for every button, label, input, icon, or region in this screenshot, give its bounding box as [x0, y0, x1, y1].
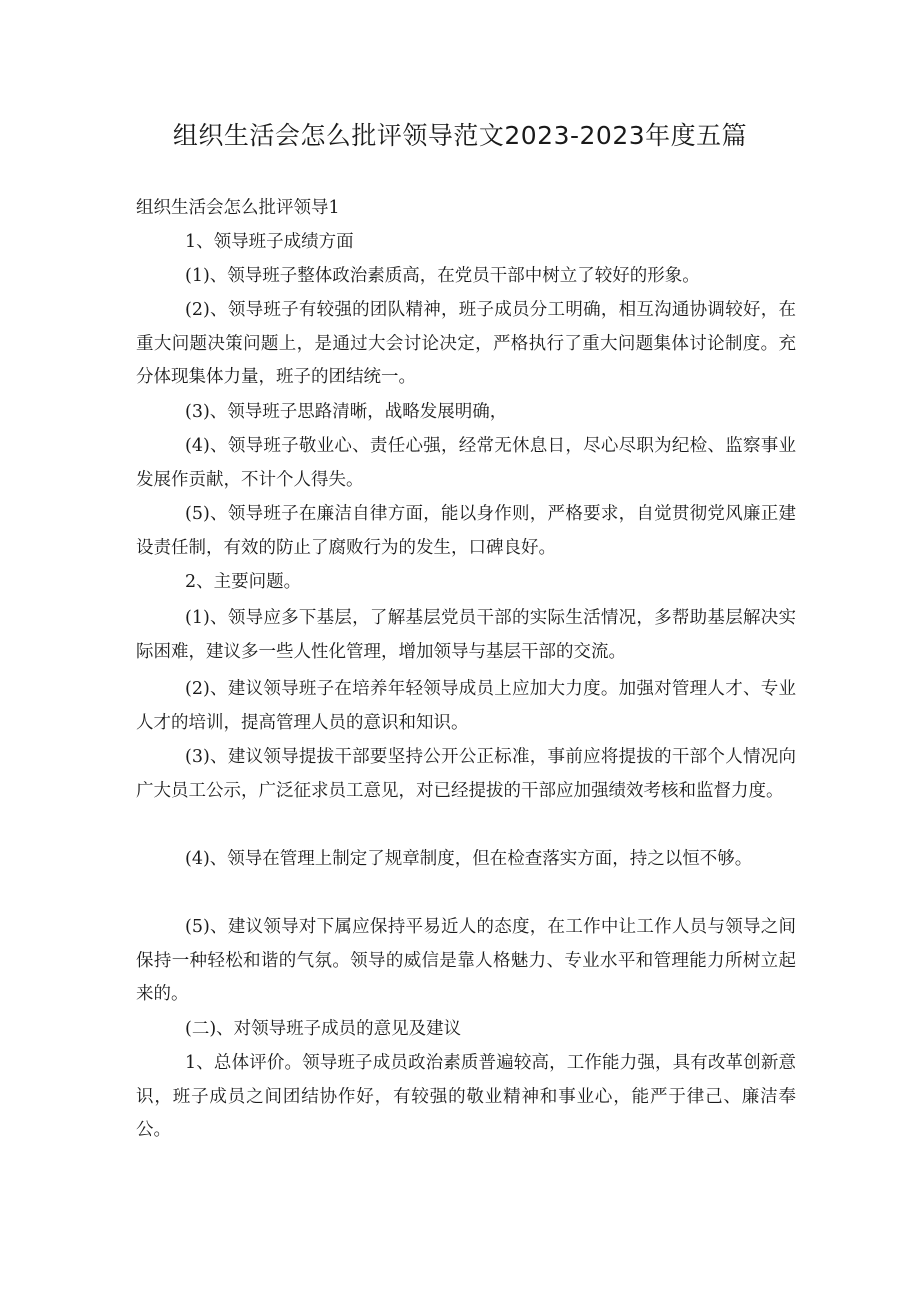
paragraph: (4)、领导班子敬业心、责任心强，经常无休息日，尽心尽职为纪检、监察事业发展作贡献，不计个人得失。: [136, 436, 796, 490]
paragraph: (1)、领导应多下基层，了解基层党员干部的实际生活情况，多帮助基层解决实际困难，建议多一些人性化管理，增加领导与基层干部的交流。: [136, 608, 796, 662]
paragraph: 1、总体评价。领导班子成员政治素质普遍较高，工作能力强，具有改革创新意识，班子成员之间团结协作好，有较强的敬业精神和事业心，能严于律己、廉洁奉公。: [136, 1053, 796, 1140]
paragraph: (4)、领导在管理上制定了规章制度，但在检查落实方面，持之以恒不够。: [185, 849, 753, 869]
paragraph: (3)、领导班子思路清晰，战略发展明确，: [185, 402, 508, 422]
paragraph: 1、领导班子成绩方面: [185, 232, 354, 252]
paragraph: (2)、领导班子有较强的团队精神，班子成员分工明确，相互沟通协调较好，在重大问题决策问题上，是通过大会讨论决定，严格执行了重大问题集体讨论制度。充分体现集体力量，班子的团结统一。: [136, 300, 796, 387]
paragraph: (3)、建议领导提拔干部要坚持公开公正标准，事前应将提拔的干部个人情况向广大员工公示，广泛征求员工意见，对已经提拔的干部应加强绩效考核和监督力度。: [136, 747, 796, 801]
paragraph: (5)、领导班子在廉洁自律方面，能以身作则，严格要求，自觉贯彻党风廉正建设责任制，有效的防止了腐败行为的发生，口碑良好。: [136, 504, 796, 558]
paragraph: (二)、对领导班子成员的意见及建议: [185, 1019, 462, 1039]
document-title: 组织生活会怎么批评领导范文2023-2023年度五篇: [172, 121, 748, 150]
paragraph: (2)、建议领导班子在培养年轻领导成员上应加大力度。加强对管理人才、专业人才的培训，提高管理人员的意识和知识。: [136, 679, 796, 733]
section-heading: 组织生活会怎么批评领导1: [136, 198, 340, 218]
paragraph: (1)、领导班子整体政治素质高，在党员干部中树立了较好的形象。: [185, 266, 700, 286]
paragraph: (5)、建议领导对下属应保持平易近人的态度，在工作中让工作人员与领导之间保持一种轻松和谐的气氛。领导的威信是靠人格魅力、专业水平和管理能力所树立起来的。: [136, 917, 796, 1004]
paragraph: 2、主要问题。: [185, 572, 302, 592]
